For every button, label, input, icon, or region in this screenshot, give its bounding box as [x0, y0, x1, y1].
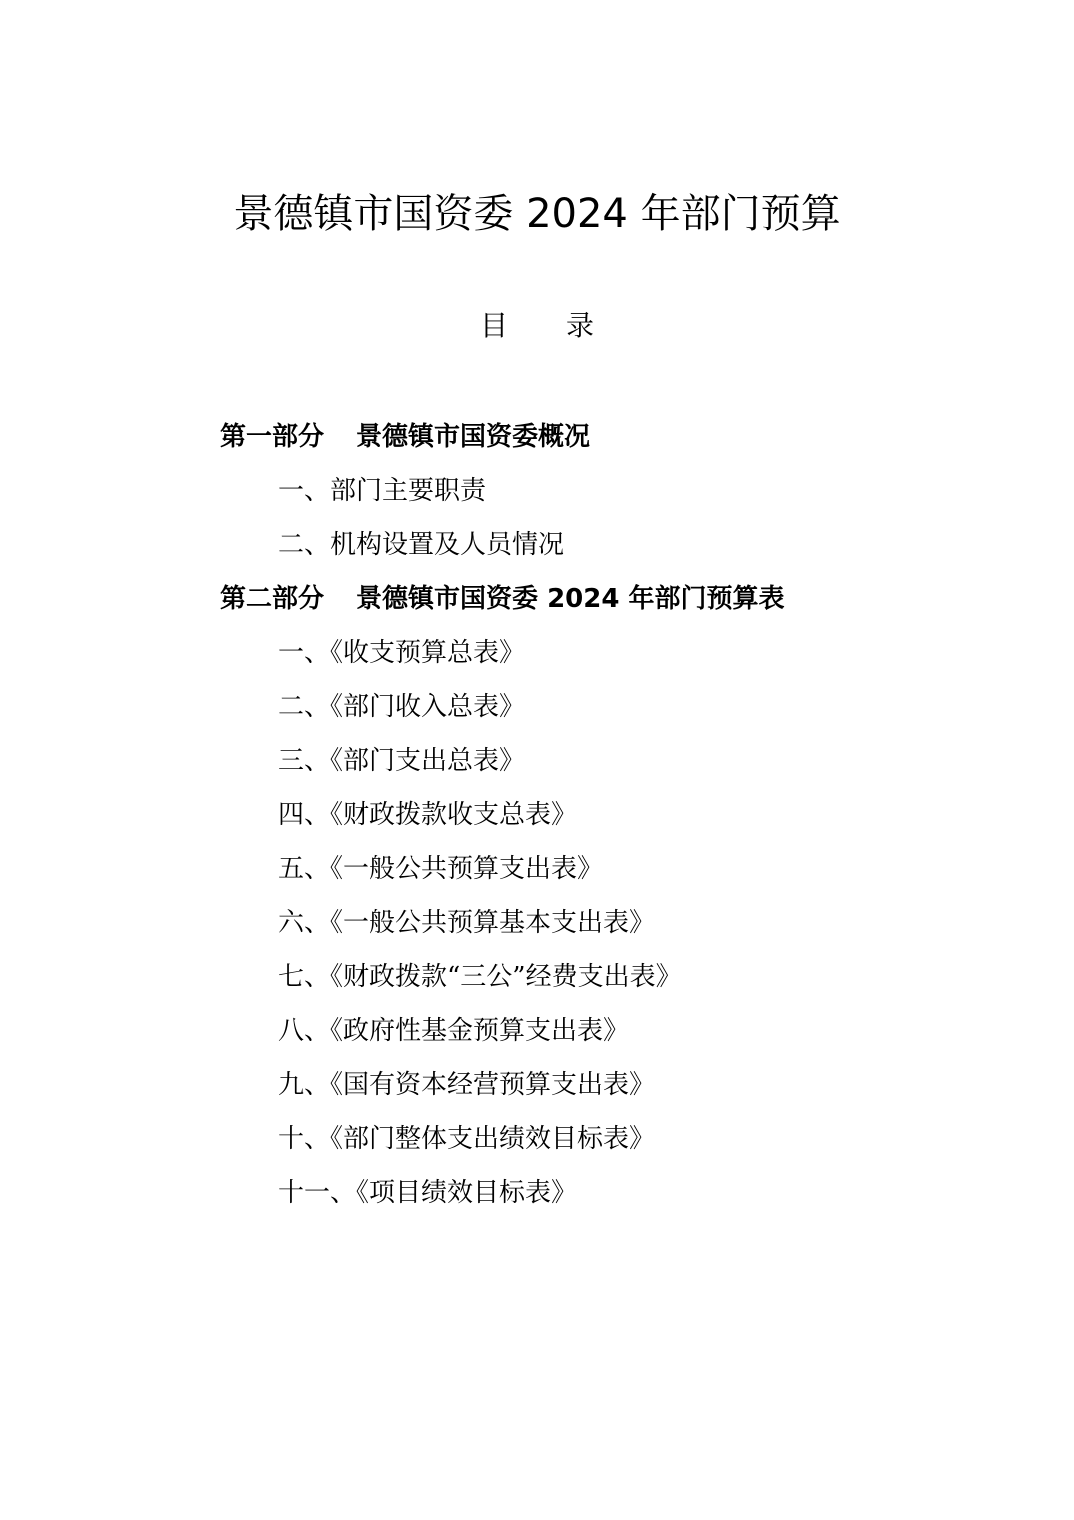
toc-part-number: 第二部分 [220, 584, 325, 614]
toc-item: 四、《财政拨款收支总表》 [278, 800, 578, 830]
toc-item: 二、《部门收入总表》 [278, 692, 526, 722]
toc-item: 七、《财政拨款“三公”经费支出表》 [278, 962, 682, 992]
table-of-contents [220, 410, 1000, 1220]
toc-item: 六、《一般公共预算基本支出表》 [278, 908, 656, 938]
toc-heading: 目录 [479, 309, 652, 342]
toc-item: 八、《政府性基金预算支出表》 [278, 1016, 630, 1046]
toc-part-2 [220, 572, 1000, 626]
document-title: 景德镇市国资委 2024 年部门预算 [233, 191, 841, 237]
toc-part-1 [220, 410, 1000, 464]
toc-item: 一、《收支预算总表》 [278, 638, 526, 668]
toc-item: 九、《国有资本经营预算支出表》 [278, 1070, 656, 1100]
toc-part-title: 景德镇市国资委概况 [356, 422, 591, 452]
toc-item: 十一、《项目绩效目标表》 [278, 1178, 578, 1208]
toc-item: 十、《部门整体支出绩效目标表》 [278, 1124, 656, 1154]
toc-item: 二、机构设置及人员情况 [278, 530, 565, 560]
toc-part-number: 第一部分 [220, 422, 325, 452]
toc-item: 三、《部门支出总表》 [278, 746, 526, 776]
toc-item: 一、部门主要职责 [278, 476, 487, 506]
toc-part-title: 景德镇市国资委 2024 年部门预算表 [356, 584, 785, 614]
toc-item: 五、《一般公共预算支出表》 [278, 854, 604, 884]
